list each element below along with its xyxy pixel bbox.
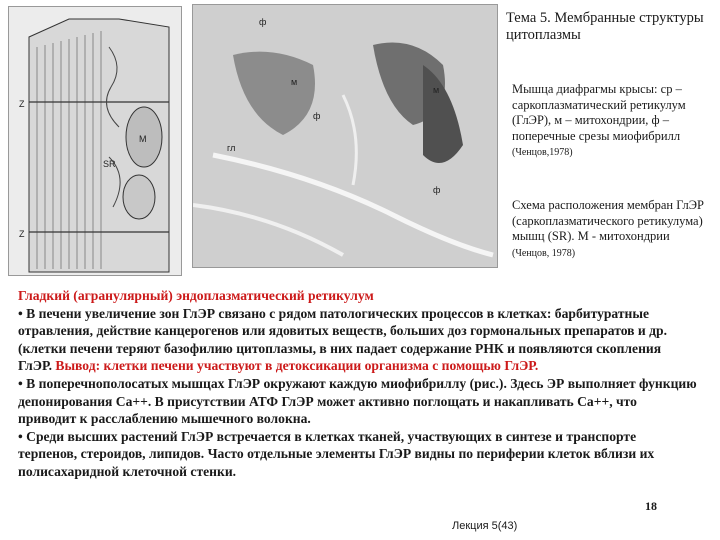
paragraph-muscle: • В поперечнополосатых мышцах ГлЭР окружают каждую миофибриллу (рис.). Здесь ЭР выполняет функцию депонирования Са++. В присутствии АТФ ГлЭР может активно поглощать и накапливать Са++, что приводит к расслаблению мышечного волокна.: [18, 375, 697, 427]
micrograph-image: [192, 4, 498, 268]
paragraph-liver-text: • В печени увеличение зон ГлЭР связано с рядом патологических процессов в клетках: барбитуратные отравления, действие канцерогенов или ядовитых веществ, больших доз гормональных препаратов и др. (клетки печени теряют базофилию цитоплазмы, в них падает содержание РНК и появляются скопления ГлЭР.: [18, 305, 667, 374]
caption1-text: Мышца диафрагмы крысы: ср – саркоплазматический ретикулум (ГлЭР), м – митохондрии, ф – поперечные срезы миофибрилл: [512, 82, 686, 143]
micrograph-drawing: [193, 5, 497, 267]
body-text: [18, 287, 698, 481]
slide-title: Тема 5. Мембранные структуры цитоплазмы: [506, 10, 704, 43]
schema-label-m: M: [139, 134, 147, 144]
caption1-ref: (Ченцов,1978): [512, 147, 573, 158]
schema-label-z-top: Z: [19, 99, 25, 109]
schema-caption: [512, 198, 717, 261]
sr-schema-image: [8, 6, 182, 276]
schema-label-z-bottom: Z: [19, 229, 25, 239]
micro-label-f3: ф: [433, 185, 441, 195]
caption2-text: Схема расположения мембран ГлЭР (саркоплазматического ретикулума) мышц (SR). М - митохондрии: [512, 198, 704, 243]
micro-label-m2: м: [433, 85, 440, 95]
micro-label-m1: м: [291, 77, 298, 87]
paragraph-liver: [18, 305, 698, 375]
section-heading: Гладкий (агранулярный) эндоплазматический ретикулум: [18, 288, 374, 303]
micro-label-gl: гл: [227, 143, 236, 153]
micrograph-caption: [512, 82, 717, 161]
lecture-footer: Лекция 5(43): [452, 520, 518, 532]
paragraph-liver-conclusion: Вывод: клетки печени участвуют в детоксикации организма с помощью ГлЭР.: [55, 358, 539, 374]
micro-label-f2: ф: [313, 111, 321, 121]
page-number: 18: [645, 499, 657, 513]
schema-label-sr: SR: [103, 159, 116, 169]
paragraph-plants: • Среди высших растений ГлЭР встречается в клетках тканей, участвующих в синтезе и транспорте терпенов, стероидов, липидов. Часто отдельные элементы ГлЭР видны по периферии клеток вблизи их полисахаридной клеточной стенки.: [18, 428, 655, 479]
micro-label-f1: ф: [259, 17, 267, 27]
sr-schema-drawing: [9, 7, 181, 275]
caption2-ref: (Ченцов, 1978): [512, 247, 576, 259]
